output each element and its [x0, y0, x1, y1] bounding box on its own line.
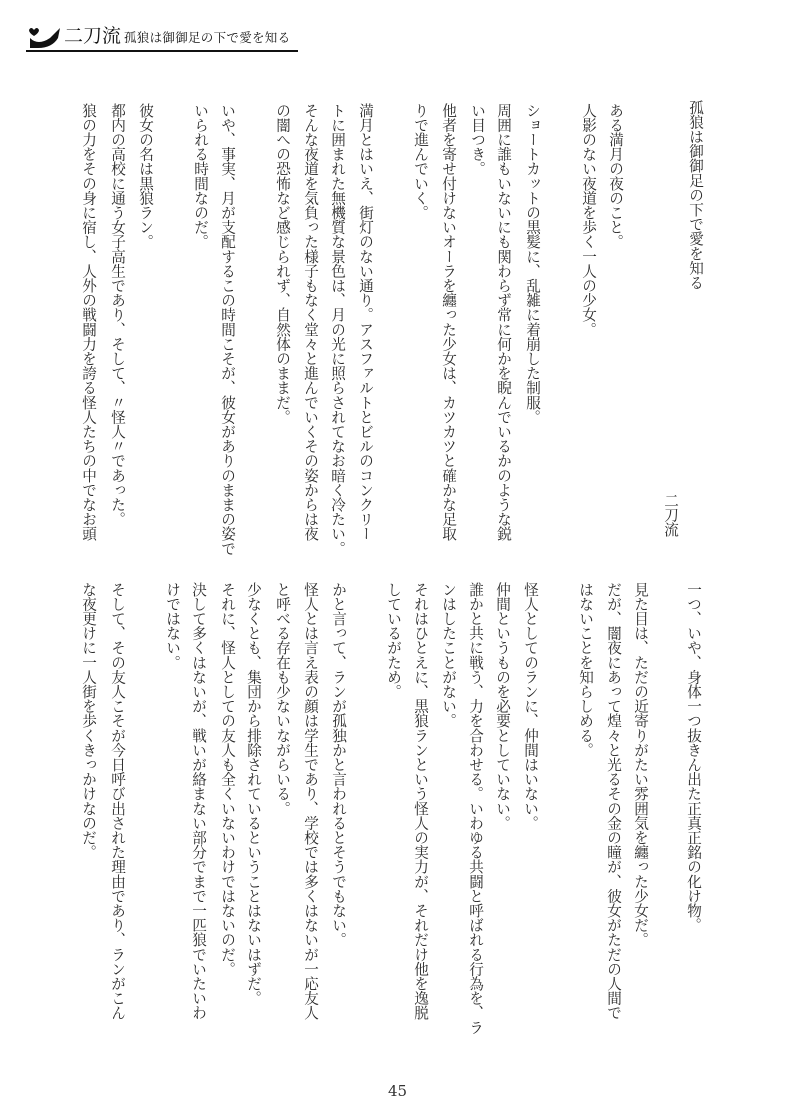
text-column: 決して多くはないが、戦いが絡まない部分でまで一匹狼でいたいわ	[190, 582, 207, 1020]
text-column: 怪人とは言え表の顔は学生であり、学校では多くはないが一応友人	[302, 582, 319, 1020]
text-column: ショートカットの黒髪に、乱雑に着崩した制服。	[524, 103, 541, 425]
text-column: そして、その友人こそが今日呼び出された理由であり、ランがこん	[109, 582, 126, 1020]
text-column: 人影のない夜道を歩く一人の少女。	[580, 103, 597, 337]
text-column: 満月とはいえ、街灯のない通り。アスファルトとビルのコンクリー	[357, 103, 374, 541]
text-column: い目つき。	[469, 103, 486, 176]
text-column: かと言って、ランが孤独かと言われるとそうでもない。	[330, 582, 347, 947]
text-column: 狼の力をその身に宿し、人外の戦闘力を誇る怪人たちの中でなお頭	[80, 103, 97, 541]
running-header	[26, 22, 298, 52]
text-column: それはひとえに、黒狼ランという怪人の実力が、それだけ他を逸脱	[412, 582, 429, 1020]
text-column: と呼べる存在も少ないながらいる。	[274, 582, 291, 816]
text-column: 怪人としてのランに、仲間はいない。	[522, 582, 539, 831]
text-column: そんな夜道を気負った様子もなく堂々と進んでいくその姿からは夜	[302, 103, 319, 541]
page-number: 45	[388, 1082, 408, 1100]
header-title: 孤狼は御御足の下で愛を知る	[124, 30, 291, 45]
text-column: だが、闇夜にあって煌々と光るその金の瞳が、彼女がただの人間で	[605, 582, 622, 1020]
text-column: 周囲に誰もいないにも関わらず常に何かを睨んでいるかのような鋭	[495, 103, 512, 541]
text-column: 少なくとも、集団から排除されているということはないはずだ。	[245, 582, 262, 1006]
text-column: それに、怪人としての友人も全くいないわけではないのだ。	[219, 582, 236, 977]
text-column: な夜更けに一人街を歩くきっかけなのだ。	[80, 582, 97, 860]
text-column: 仲間というものを必要としていない。	[494, 582, 511, 831]
story-author: 二刀流	[662, 493, 679, 537]
text-column: けではない。	[164, 582, 181, 670]
text-column: トに囲まれた無機質な景色は、月の光に照らされてなお暗く冷たい。	[329, 103, 346, 556]
text-column: はないことを知らしめる。	[577, 582, 594, 758]
text-column: 見た目は、ただの近寄りがたい雰囲気を纏った少女だ。	[632, 582, 649, 947]
text-column: の闇への恐怖など感じられず、自然体のままだ。	[274, 103, 291, 425]
text-column: 彼女の名は黒狼ラン。	[137, 103, 154, 249]
text-column: しているがため。	[385, 582, 402, 699]
text-column: 他者を寄せ付けないオーラを纏った少女は、カツカツと確かな足取	[440, 103, 457, 541]
text-column: 一つ、いや、身体一つ抜きん出た正真正銘の化け物。	[685, 582, 702, 933]
text-column: いられる時間なのだ。	[192, 103, 209, 249]
text-column: りで進んでいく。	[412, 103, 429, 220]
text-column: ンはしたことがない。	[440, 582, 457, 728]
header-author: 二刀流	[64, 25, 122, 47]
text-column: いや、事実、月が支配するこの時間こそが、彼女がありのままの姿で	[219, 103, 236, 556]
story-title: 孤狼は御御足の下で愛を知る	[687, 100, 704, 290]
text-column: 都内の高校に通う女子高生であり、そして、〃怪人〃であった。	[109, 103, 126, 527]
wolf-logo-icon	[28, 24, 62, 50]
text-column: ある満月の夜のこと。	[607, 103, 624, 249]
text-column: 誰かと共に戦う、力を合わせる。いわゆる共闘と呼ばれる行為を、ラ	[467, 582, 484, 1035]
